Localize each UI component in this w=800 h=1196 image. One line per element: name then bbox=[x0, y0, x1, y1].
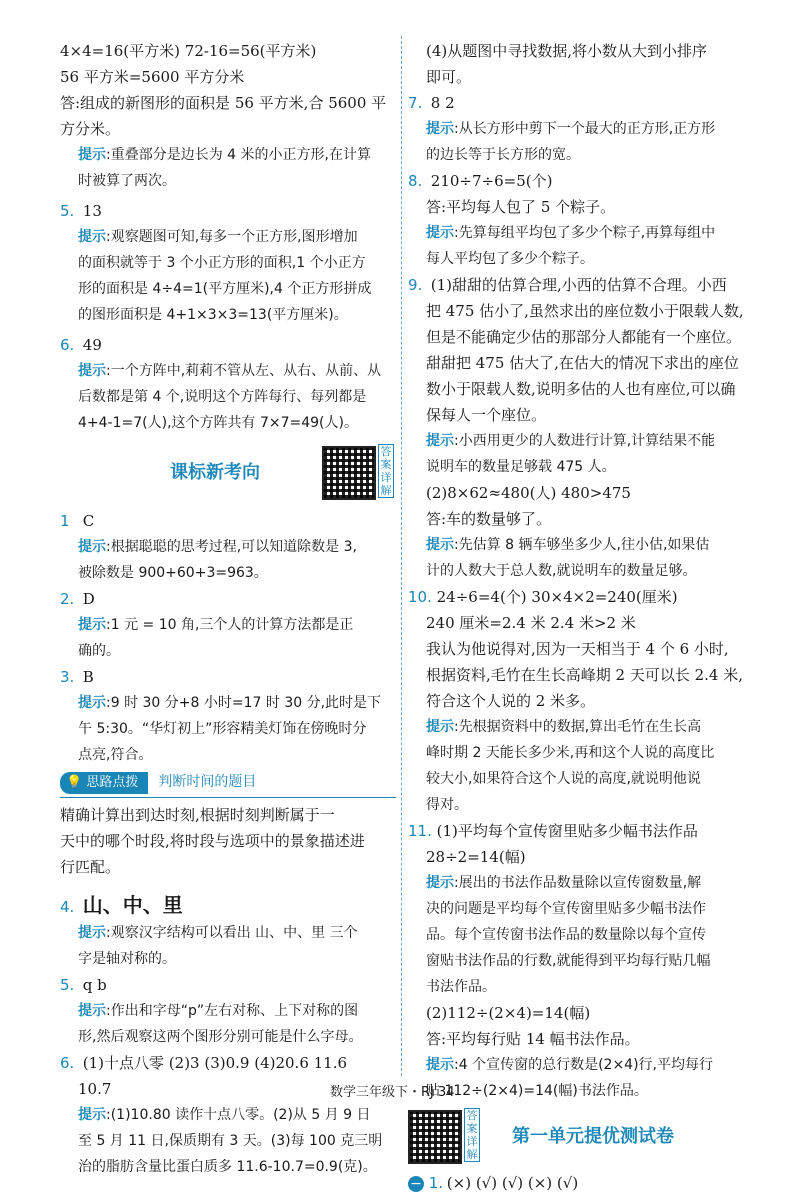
hint-line: 确的。 bbox=[78, 643, 120, 659]
answer-detail-label: 答案详解 bbox=[378, 444, 394, 498]
text-line: 答:组成的新图形的面积是 56 平方米,合 5600 平 bbox=[60, 94, 387, 112]
section-header bbox=[60, 442, 396, 502]
text-line: 56 平方米=5600 平方分米 bbox=[60, 68, 245, 86]
lightbulb-icon: 💡 思路点拨 bbox=[60, 772, 148, 794]
text-line: 即可。 bbox=[426, 68, 472, 86]
question-6b: 6. (1)十点八零 (2)3 (3)0.9 (4)20.6 11.6 bbox=[60, 1054, 348, 1072]
hint-line: 提示:1 元 = 10 角,三个人的计算方法都是正 bbox=[78, 617, 354, 633]
hint-line: 午 5:30。“华灯初上”形容精美灯饰在傍晚时分 bbox=[78, 721, 367, 737]
hint-line: 提示:先根据资料中的数据,算出毛竹在生长高 bbox=[426, 719, 702, 735]
hint-line: 窗贴书法作品的行数,就能得到平均每行贴几幅 bbox=[426, 953, 711, 969]
text-line: 把 475 估小了,虽然求出的座位数小于限载人数, bbox=[426, 302, 744, 320]
text-line: 根据资料,毛竹在生长高峰期 2 天可以长 2.4 米, bbox=[426, 666, 744, 684]
hint-line: 计的人数大于总人数,就说明车的数量足够。 bbox=[426, 563, 697, 579]
question-2: 2. D bbox=[60, 590, 95, 608]
hint-line: 被除数是 900+60+3=963。 bbox=[78, 565, 268, 581]
hint-line: 的图形面积是 4+1×3×3=13(平方厘米)。 bbox=[78, 307, 348, 323]
hint-line: 提示:(1)10.80 读作十点八零。(2)从 5 月 9 日 bbox=[78, 1107, 371, 1123]
hint-line: 提示:4 个宣传窗的总行数是(2×4)行,平均每行 bbox=[426, 1057, 713, 1073]
right-column bbox=[408, 38, 780, 1196]
question-3: 3. B bbox=[60, 668, 94, 686]
text-line: 我认为他说得对,因为一天相当于 4 个 6 小时, bbox=[426, 640, 729, 658]
text-line: 数小于限载人数,说明多估的人也有座位,可以确 bbox=[426, 380, 736, 398]
hint-line: 提示:9 时 30 分+8 小时=17 时 30 分,此时是下 bbox=[78, 695, 382, 711]
text-line: (4)从题图中寻找数据,将小数从大到小排序 bbox=[426, 42, 708, 60]
hint-line: 说明车的数量足够载 475 人。 bbox=[426, 459, 616, 475]
hint-line: 提示:根据聪聪的思考过程,可以知道除数是 3, bbox=[78, 539, 357, 555]
hint-line: 较大小,如果符合这个人说的高度,就说明他说 bbox=[426, 771, 701, 787]
tip-title: 判断时间的题目 bbox=[158, 774, 257, 790]
text-line: 但是不能确定少估的那部分人都能有一个座位。 bbox=[426, 328, 742, 346]
hint-line: 每人平均包了多少个粽子。 bbox=[426, 251, 594, 267]
section-header bbox=[408, 1110, 780, 1164]
hint-line: 提示:一个方阵中,莉莉不管从左、从右、从前、从 bbox=[78, 363, 382, 379]
hint-line: 提示:从长方形中剪下一个最大的正方形,正方形 bbox=[426, 121, 716, 137]
question-7: 7. 8 2 bbox=[408, 94, 455, 112]
text-line: 答:平均每人包了 5 个粽子。 bbox=[426, 198, 616, 216]
hint-line: 4+4-1=7(人),这个方阵共有 7×7=49(人)。 bbox=[78, 415, 358, 431]
hint-line: 提示:小西用更少的人数进行计算,计算结果不能 bbox=[426, 433, 716, 449]
section-title: 课标新考向 bbox=[170, 462, 260, 483]
text-line: 10.7 bbox=[78, 1080, 112, 1098]
hint-line: 至 5 月 11 日,保质期有 3 天。(3)每 100 克三明 bbox=[78, 1133, 383, 1149]
text-line: 符合这个人说的 2 米多。 bbox=[426, 692, 596, 710]
hint-label: 提示 bbox=[78, 147, 106, 163]
hint-line: 决的问题是平均每个宣传窗里贴多少幅书法作 bbox=[426, 901, 706, 917]
hint-line: 提示:观察汉字结构可以看出 山、中、里 三个 bbox=[78, 925, 358, 941]
hint-line: 的面积就等于 3 个小正方形的面积,1 个小正方 bbox=[78, 255, 366, 271]
text-line: 28÷2=14(幅) bbox=[426, 848, 526, 866]
left-column bbox=[60, 38, 396, 1180]
question-9: 9. (1)甜甜的估算合理,小西的估算不合理。小西 bbox=[408, 276, 727, 294]
hint-line: 字是轴对称的。 bbox=[78, 951, 176, 967]
tip-text: 天中的哪个时段,将时段与选项中的景象描述进 bbox=[60, 832, 365, 850]
hint-line: 提示:观察题图可知,每多一个正方形,图形增加 bbox=[78, 229, 358, 245]
question-6: 6. 49 bbox=[60, 336, 102, 354]
minus-icon: − bbox=[408, 1176, 424, 1192]
question-5b: 5. q b bbox=[60, 976, 107, 994]
hint-line: 提示:展出的书法作品数量除以宣传窗数量,解 bbox=[426, 875, 702, 891]
column-divider bbox=[401, 36, 402, 1076]
section-title: 第一单元提优测试卷 bbox=[512, 1126, 674, 1147]
text-line: 方分米。 bbox=[60, 120, 121, 138]
text-line: 保每人一个座位。 bbox=[426, 406, 547, 424]
hint-line: 的边长等于长方形的宽。 bbox=[426, 147, 580, 163]
text-line: 答:车的数量够了。 bbox=[426, 510, 552, 528]
text-line: 答:平均每行贴 14 幅书法作品。 bbox=[426, 1030, 640, 1048]
hint-line: 时被算了两次。 bbox=[78, 173, 176, 189]
tip-text: 行匹配。 bbox=[60, 858, 121, 876]
hint-line: 品。每个宣传窗书法作品的数量除以每个宣传 bbox=[426, 927, 706, 943]
hint-line: 治的脂肪含量比蛋白质多 11.6-10.7=0.9(克)。 bbox=[78, 1159, 377, 1175]
page-footer: 数学三年级下・RJ 34 bbox=[330, 1085, 455, 1100]
tip-header bbox=[60, 768, 396, 798]
hint-line: 提示:先算每组平均包了多少个粽子,再算每组中 bbox=[426, 225, 716, 241]
text-line: (2)8×62≈480(人) 480>475 bbox=[426, 484, 631, 502]
hint-line: 形的面积是 4÷4=1(平方厘米),4 个正方形拼成 bbox=[78, 281, 372, 297]
hint-line: 得对。 bbox=[426, 797, 468, 813]
hint-line: 后数都是第 4 个,说明这个方阵每行、每列都是 bbox=[78, 389, 367, 405]
hint-line: 形,然后观察这两个图形分别可能是什么字母。 bbox=[78, 1029, 363, 1045]
hint-line: 提示:重叠部分是边长为 4 米的小正方形,在计算 bbox=[78, 147, 371, 163]
hint-line: 提示:先估算 8 辆车够坐多少人,往小估,如果估 bbox=[426, 537, 710, 553]
question-8: 8. 210÷7÷6=5(个) bbox=[408, 172, 553, 190]
question-4: 4. 山、中、里 bbox=[60, 893, 183, 917]
question-11: 11. (1)平均每个宣传窗里贴多少幅书法作品 bbox=[408, 822, 698, 840]
text-line: (2)112÷(2×4)=14(幅) bbox=[426, 1004, 591, 1022]
question-5: 5. 13 bbox=[60, 202, 102, 220]
qr-code-icon[interactable] bbox=[322, 446, 376, 500]
question-10: 10. 24÷6=4(个) 30×4×2=240(厘米) bbox=[408, 588, 678, 606]
hint-line: 书法作品。 bbox=[426, 979, 496, 995]
hint-line: 点亮,符合。 bbox=[78, 747, 153, 763]
question-last: − 1. (×) (√) (√) (×) (√) bbox=[408, 1170, 780, 1196]
text-line: 甜甜把 475 估大了,在估大的情况下求出的座位 bbox=[426, 354, 739, 372]
text-line: 240 厘米=2.4 米 2.4 米>2 米 bbox=[426, 614, 636, 632]
hint-line: 峰时期 2 天能长多少米,再和这个人说的高度比 bbox=[426, 745, 715, 761]
hint-line: 贴 112÷(2×4)=14(幅)书法作品。 bbox=[426, 1083, 648, 1099]
qr-code-icon[interactable] bbox=[408, 1110, 462, 1164]
question-1: 1 C bbox=[60, 512, 95, 530]
hint-line: 提示:作出和字母“p”左右对称、上下对称的图 bbox=[78, 1003, 359, 1019]
answer-detail-label: 答案详解 bbox=[464, 1108, 480, 1162]
tip-text: 精确计算出到达时刻,根据时刻判断属于一 bbox=[60, 806, 335, 824]
text-line: 4×4=16(平方米) 72-16=56(平方米) bbox=[60, 42, 317, 60]
